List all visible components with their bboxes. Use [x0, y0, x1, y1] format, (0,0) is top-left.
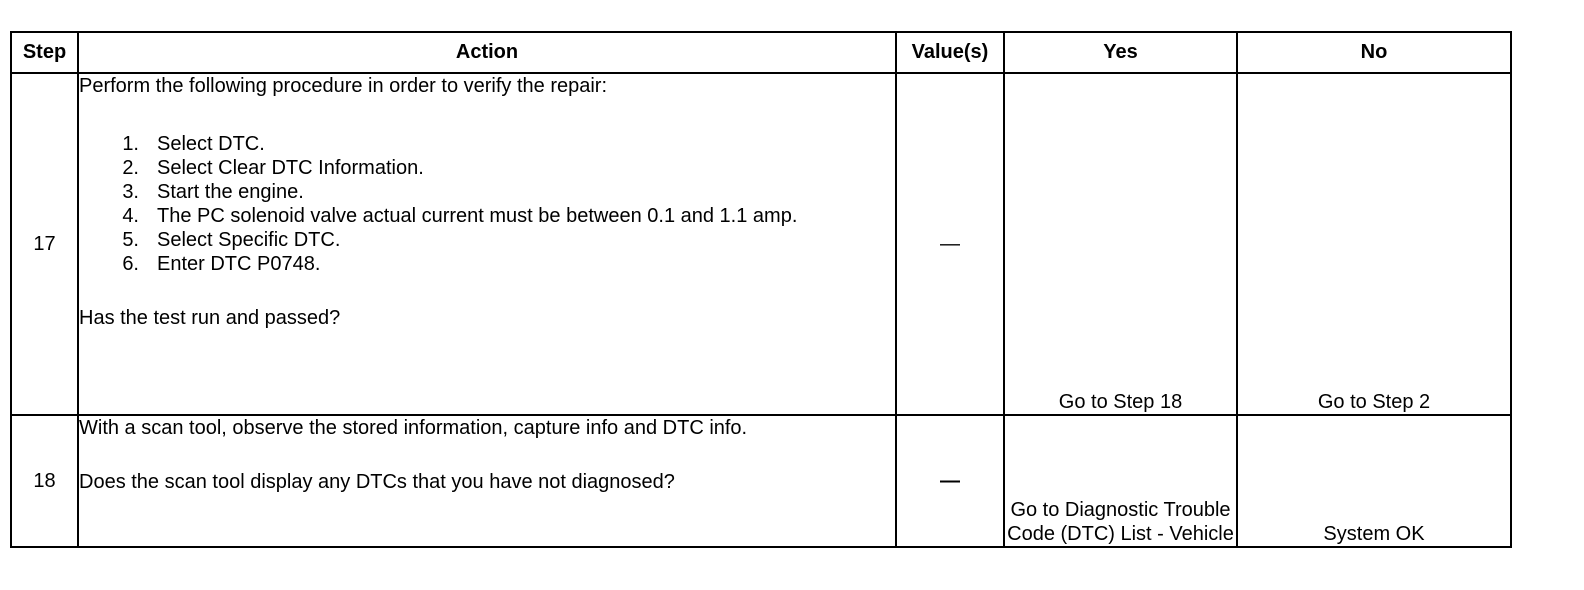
procedure-item-number: 5.: [122, 229, 139, 251]
procedure-item-text: Select Specific DTC.: [157, 229, 341, 251]
procedure-item-text: Select Clear DTC Information.: [157, 157, 424, 179]
procedure-item-number: 4.: [122, 205, 139, 227]
header-step: Step: [11, 32, 78, 73]
value-dash: —: [940, 232, 960, 255]
procedure-item-text: Enter DTC P0748.: [157, 253, 321, 275]
procedure-item: [79, 132, 895, 156]
action-cell: [78, 73, 896, 415]
header-action: Action: [78, 32, 896, 73]
header-values: Value(s): [896, 32, 1004, 73]
table-row-step-17: [11, 73, 1511, 415]
value-cell: [896, 73, 1004, 415]
no-cell: System OK: [1237, 415, 1511, 547]
procedure-item: [79, 180, 895, 204]
table-row-step-18: [11, 415, 1511, 547]
header-row: [11, 32, 1511, 73]
no-cell: Go to Step 2: [1237, 73, 1511, 415]
yes-cell: Go to Step 18: [1004, 73, 1237, 415]
procedure-item-number: 1.: [122, 133, 139, 155]
procedure-item: [79, 204, 895, 228]
procedure-item-number: 2.: [122, 157, 139, 179]
procedure-item-number: 3.: [122, 181, 139, 203]
procedure-item-text: Select DTC.: [157, 133, 265, 155]
action-intro: With a scan tool, observe the stored information, capture info and DTC info.: [79, 417, 748, 439]
step-number: 17: [11, 73, 78, 415]
procedure-item: [79, 228, 895, 252]
header-yes: Yes: [1004, 32, 1237, 73]
diagnostic-table: [10, 31, 1512, 548]
value-cell: [896, 415, 1004, 547]
header-no: No: [1237, 32, 1511, 73]
procedure-item: [79, 156, 895, 180]
value-dash: —: [940, 469, 960, 492]
procedure-item-text: Start the engine.: [157, 181, 304, 203]
action-question: Does the scan tool display any DTCs that you have not diagnosed?: [79, 471, 675, 493]
procedure-item-number: 6.: [122, 253, 139, 275]
procedure-list: [79, 132, 895, 276]
action-cell: [78, 415, 896, 547]
procedure-item: [79, 252, 895, 276]
procedure-item-text: The PC solenoid valve actual current must be between 0.1 and 1.1 amp.: [157, 205, 798, 227]
action-question: Has the test run and passed?: [79, 307, 341, 329]
yes-cell: Go to Diagnostic Trouble Code (DTC) List - Vehicle: [1004, 415, 1237, 547]
action-intro: Perform the following procedure in order to verify the repair:: [79, 75, 608, 97]
step-number: 18: [11, 415, 78, 547]
